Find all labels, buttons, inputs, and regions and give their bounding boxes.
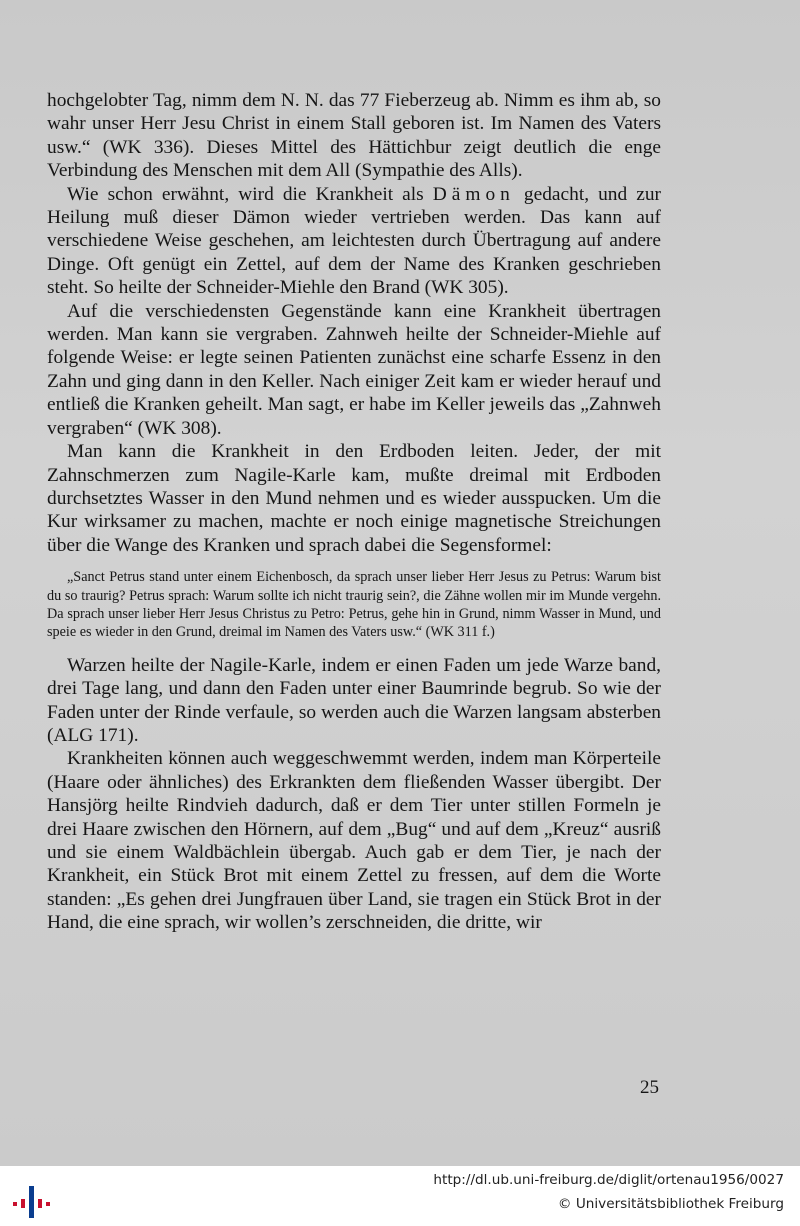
paragraph-2-end: gedacht, und zur Heilung muß dieser Dämon wieder vertrieben werden. Das kann auf verschiedene Weise geschehen, am leichtesten durch Übertragung auf andere Dinge. Oft genügt ein Zettel, auf dem der Name des Kranken geschrieben steht. So heilte der Schneider-Miehle den Brand (WK 305). <box>47 183 662 299</box>
paragraph-1: hochgelobter Tag, nimm dem N. N. das 77 Fieberzeug ab. Nimm es ihm ab, so wahr unser Herr Jesu Christ in einem Stall geboren ist. Im Namen des Vaters usw.“ (WK 336). Dieses Mittel des Hättichbur zeigt deutlich die enge Verbindung des Menschen mit dem All (Sympathie des Alls). <box>47 90 661 182</box>
paragraph-2 <box>47 183 661 300</box>
spaced-word-daemon: Dämon <box>432 183 515 205</box>
blessing-quote: „Sanct Petrus stand unter einem Eichenbosch, da sprach unser lieber Herr Jesus zu Petrus: Warum bist du so traurig? Petrus sprach: Warum sollte ich nicht traurig sein?, die Zähne wollen mir im Munde vergehn. Da sprach unser lieber Herr Jesus Christus zu Petro: Petrus, gehe hin in Grund, nimm Wasser in Mund, und speie es wieder in den Grund, dreimal im Namen des Vaters usw.“ (WK 311 f.) <box>47 569 661 641</box>
paragraph-5: Warzen heilte der Nagile-Karle, indem er einen Faden um jede Warze band, drei Tage lang, und dann den Faden unter einer Baumrinde begrub. So wie der Faden unter der Rinde verfaule, so werden auch die Warzen langsam absterben (ALG 171). <box>47 654 661 746</box>
ub-freiburg-logo-icon <box>8 1180 52 1218</box>
library-footer <box>0 1166 800 1226</box>
paragraph-3: Auf die verschiedensten Gegenstände kann eine Krankheit übertragen werden. Man kann sie vergraben. Zahnweh heilte der Schneider-Miehle auf folgende Weise: er legte seinen Patienten zunächst eine scharfe Essenz in den Zahn und ging dann in den Keller. Nach einiger Zeit kam er wieder herauf und entließ die Kranken geheilt. Man sagt, er habe im Keller jeweils das „Zahnweh vergraben“ (WK 308). <box>47 300 661 439</box>
paragraph-6: Krankheiten können auch weggeschwemmt werden, indem man Körperteile (Haare oder ähnliches) des Erkrankten dem fließenden Wasser übergibt. Der Hansjörg heilte Rindvieh dadurch, daß er dem Tier unter stillen Formeln je drei Haare zwischen den Hörnern, auf dem „Bug“ und auf dem „Kreuz“ ausriß und sie einem Waldbächlein übergab. Auch gab er dem Tier, je nach der Krankheit, ein Stück Brot mit einem Zettel zu fressen, auf dem die Worte standen: „Es gehen drei Jungfrauen über Land, sie tragen ein Stück Brot in der Hand, die eine sprach, wir wollen’s zerschneiden, die dritte, wir <box>47 748 661 934</box>
page-text <box>47 89 661 935</box>
paragraph-4: Man kann die Krankheit in den Erdboden leiten. Jeder, der mit Zahnschmerzen zum Nagile-Karle kam, mußte dreimal mit Erdboden durchsetztes Wasser in den Mund nehmen und es wieder ausspucken. Um die Kur wirksamer zu machen, machte er noch einige magnetische Streichungen über die Wange des Kranken und sprach dabei die Segensformel: <box>47 441 661 556</box>
page-number: 25 <box>640 1077 659 1098</box>
source-url-link[interactable]: http://dl.ub.uni-freiburg.de/diglit/ortenau1956/0027 <box>433 1172 784 1188</box>
paragraph-2-start: Wie schon erwähnt, wird die Krankheit als <box>67 183 433 205</box>
copyright-notice: © Universitätsbibliothek Freiburg <box>557 1196 784 1212</box>
